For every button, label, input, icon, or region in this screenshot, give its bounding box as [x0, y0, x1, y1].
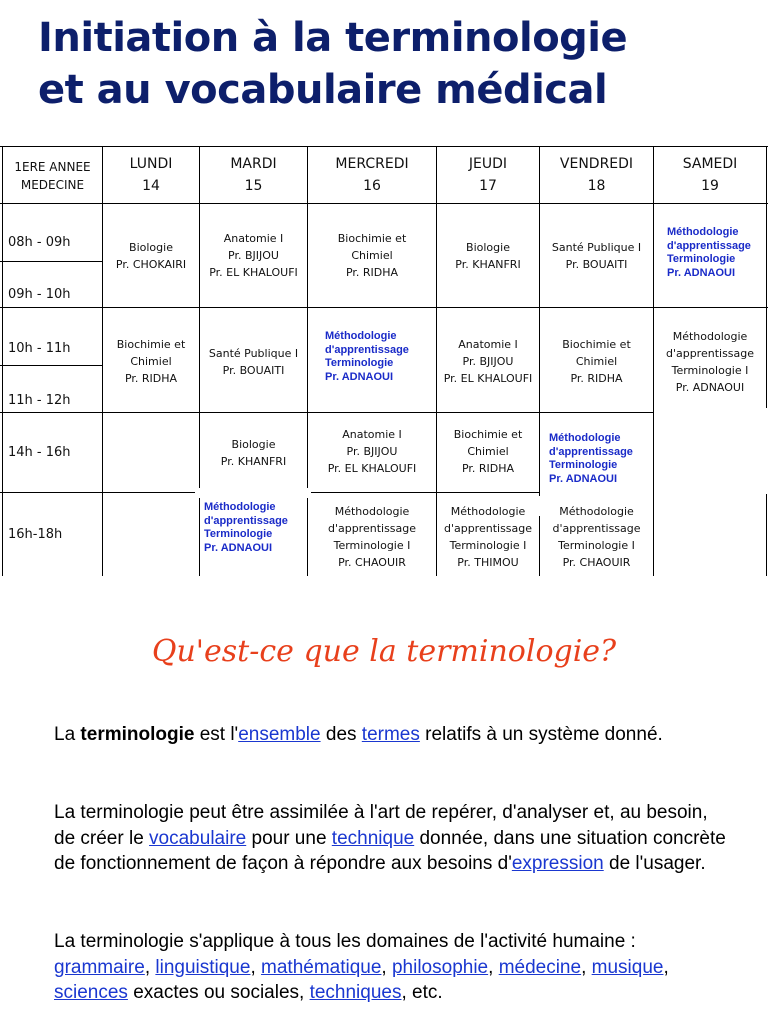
- header-day-mardi: MARDI 15: [230, 156, 277, 194]
- course-cell: Biologie Pr. KHANFRI: [220, 438, 287, 468]
- header-day-jeudi: JEUDI 17: [468, 156, 508, 194]
- link-philosophie[interactable]: philosophie: [391, 956, 489, 978]
- grid-line: [766, 146, 767, 576]
- course-cell: Méthodologie d'apprentissage Terminologie Pr. ADNAOUI: [667, 226, 751, 279]
- course-cell: Méthodologie d'apprentissage Terminologie Pr. ADNAOUI: [549, 432, 633, 485]
- paragraph-definition: La terminologie est l'ensemble des termes relatifs à un système donné.: [54, 724, 663, 745]
- link-grammaire[interactable]: grammaire: [54, 956, 145, 978]
- course-cell: Biochimie et Chimiel Pr. RIDHA: [562, 338, 631, 385]
- link-musique[interactable]: musique: [591, 956, 664, 978]
- section-heading: Qu'est-ce que la terminologie?: [151, 634, 617, 669]
- term-bold: terminologie: [80, 724, 195, 745]
- course-cell: Santé Publique I Pr. BOUAITI: [208, 347, 299, 377]
- course-cell: Biochimie et Chimiel Pr. RIDHA: [116, 338, 186, 385]
- link-vocabulaire[interactable]: vocabulaire: [149, 827, 247, 849]
- time-slot: 08h - 09h: [8, 235, 71, 250]
- time-slot: 09h - 10h: [8, 287, 71, 302]
- course-cell: Biologie Pr. CHOKAIRI: [115, 241, 187, 271]
- header-day-lundi: LUNDI 14: [129, 156, 173, 194]
- time-slot: 16h-18h: [8, 527, 63, 542]
- page-title: [38, 12, 758, 116]
- course-cell: Méthodologie d'apprentissage Terminologie I Pr. CHAOUIR: [552, 505, 641, 569]
- link-sciences[interactable]: sciences: [54, 982, 128, 1003]
- paragraph-domains: La terminologie s'applique à tous les domaines de l'activité humaine : grammaire, linguistique, mathématique, philosophie, médecine, musique, sciences exactes ou sociales, techniques, etc.: [54, 931, 669, 1003]
- schedule-table: [0, 146, 768, 576]
- course-cell: Méthodologie d'apprentissage Terminologie I Pr. THIMOU: [443, 505, 533, 569]
- title-line-1: Initiation à la terminologie: [38, 15, 628, 61]
- time-slot: 14h - 16h: [8, 445, 71, 460]
- paragraph-art: La terminologie peut être assimilée à l'art de repérer, d'analyser et, au besoin, de créer le vocabulaire pour une technique donnée, dans une situation concrète de fonctionnement de façon à répondre aux besoins d'expression de l'usager.: [54, 802, 726, 874]
- header-day-samedi: SAMEDI 19: [682, 156, 738, 194]
- course-cell: Biochimie et Chimiel Pr. RIDHA: [337, 232, 407, 279]
- course-cell: Méthodologie d'apprentissage Terminologie I Pr. ADNAOUI: [665, 330, 755, 394]
- link-ensemble[interactable]: ensemble: [238, 724, 321, 745]
- course-cell: Biochimie et Chimiel Pr. RIDHA: [453, 427, 523, 475]
- link-techniques[interactable]: techniques: [309, 982, 402, 1003]
- title-line-2: et au vocabulaire médical: [38, 67, 608, 113]
- course-cell: Anatomie I Pr. BJIJOU Pr. EL KHALOUFI: [443, 338, 533, 385]
- link-linguistique[interactable]: linguistique: [155, 956, 251, 978]
- time-slot: 10h - 11h: [8, 341, 71, 356]
- course-cell: Biologie Pr. KHANFRI: [455, 241, 521, 271]
- course-cell: Santé Publique I Pr. BOUAITI: [551, 241, 642, 271]
- header-day-vendredi: VENDREDI 18: [559, 156, 634, 194]
- header-corner: 1ERE ANNEE MEDECINE: [14, 160, 91, 192]
- grid-line: [2, 146, 3, 576]
- link-technique[interactable]: technique: [331, 827, 415, 849]
- link-mathematique[interactable]: mathématique: [261, 956, 382, 978]
- course-cell: Méthodologie d'apprentissage Terminologie Pr. ADNAOUI: [325, 330, 409, 383]
- course-cell: Anatomie I Pr. BJIJOU Pr. EL KHALOUFI: [327, 427, 417, 475]
- link-termes[interactable]: termes: [361, 724, 420, 745]
- grid-line: [0, 261, 102, 262]
- link-medecine[interactable]: médecine: [498, 956, 582, 978]
- grid-line: [0, 365, 102, 366]
- link-expression[interactable]: expression: [511, 853, 604, 874]
- course-cell: Anatomie I Pr. BJIJOU Pr. EL KHALOUFI: [209, 232, 298, 279]
- time-slot: 11h - 12h: [8, 393, 71, 408]
- course-cell: Méthodologie d'apprentissage Terminologie Pr. ADNAOUI: [204, 501, 288, 554]
- course-cell: Méthodologie d'apprentissage Terminologie I Pr. CHAOUIR: [327, 505, 417, 569]
- header-day-mercredi: MERCREDI 16: [335, 156, 409, 194]
